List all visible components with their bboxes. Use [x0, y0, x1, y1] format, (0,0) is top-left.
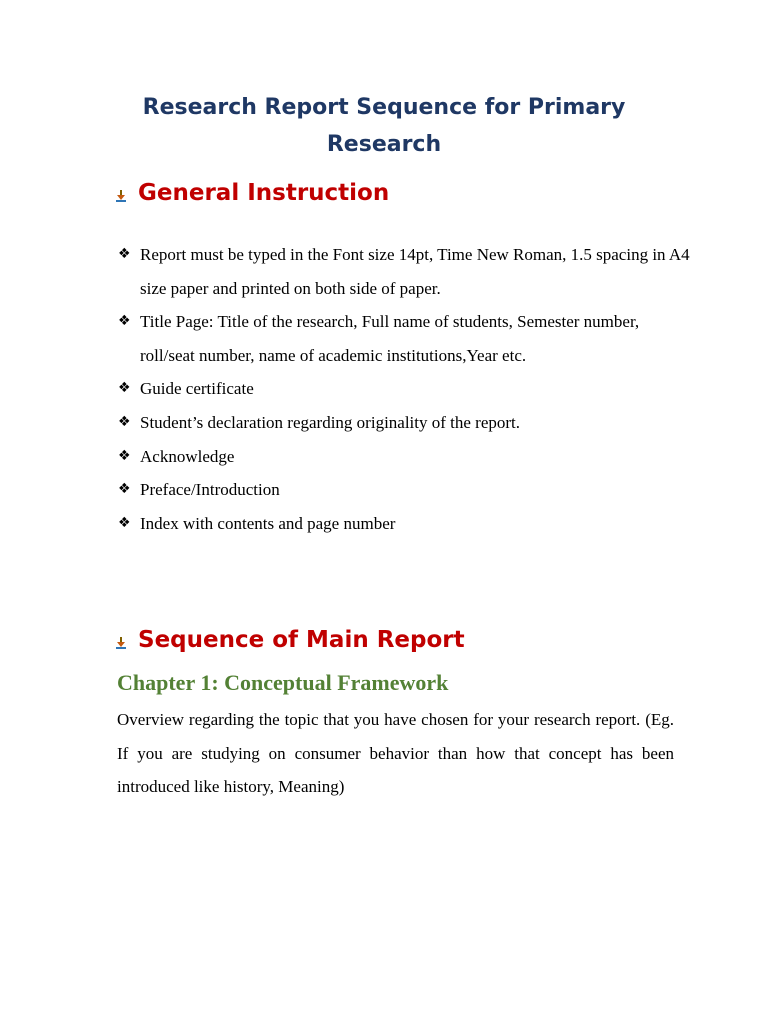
chapter-overview-paragraph: Overview regarding the topic that you have chosen for your research report. (Eg. If you are studying on consumer behavior than how that concept has been introduced like history, Meaning): [117, 710, 674, 797]
diamond-bullet-icon: ❖: [118, 380, 131, 397]
section-heading-text: Sequence of Main Report: [138, 627, 465, 653]
list-item-text: Report must be typed in the Font size 14pt, Time New Roman, 1.5 spacing in A4 size paper and printed on both side of paper.: [140, 245, 690, 298]
list-item: [118, 473, 698, 507]
document-title-line-1: Research Report Sequence for Primary: [142, 95, 626, 120]
diamond-bullet-icon: ❖: [118, 447, 131, 464]
arrow-down-bullet-icon: [116, 190, 126, 202]
arrow-down-bullet-icon: [116, 637, 126, 649]
list-item-text: Preface/Introduction: [140, 480, 280, 500]
document-title-line-2: Research: [326, 132, 442, 157]
chapter-heading: Chapter 1: Conceptual Framework: [117, 670, 449, 695]
diamond-bullet-icon: ❖: [118, 481, 131, 498]
list-item-text: Index with contents and page number: [140, 513, 396, 533]
general-instruction-list: [118, 238, 698, 540]
list-item-text: Student’s declaration regarding originality of the report.: [140, 412, 521, 432]
list-item: [118, 372, 698, 406]
section-heading-general-instruction: [116, 177, 389, 209]
list-item-text: Acknowledge: [140, 446, 235, 466]
list-item: [118, 440, 698, 474]
section-heading-sequence-of-main-report: [116, 624, 465, 656]
diamond-bullet-icon: ❖: [118, 514, 131, 531]
list-item: [118, 507, 698, 541]
section-heading-text: General Instruction: [138, 180, 390, 206]
diamond-bullet-icon: ❖: [118, 313, 131, 330]
list-item: [118, 406, 698, 440]
diamond-bullet-icon: ❖: [118, 413, 131, 430]
list-item-text: Title Page: Title of the research, Full name of students, Semester number, roll/seat number, name of academic institutions,Year etc.: [140, 312, 640, 365]
list-item: [118, 305, 698, 372]
list-item: [118, 238, 698, 305]
diamond-bullet-icon: ❖: [118, 246, 131, 262]
list-item-text: Guide certificate: [140, 379, 254, 399]
